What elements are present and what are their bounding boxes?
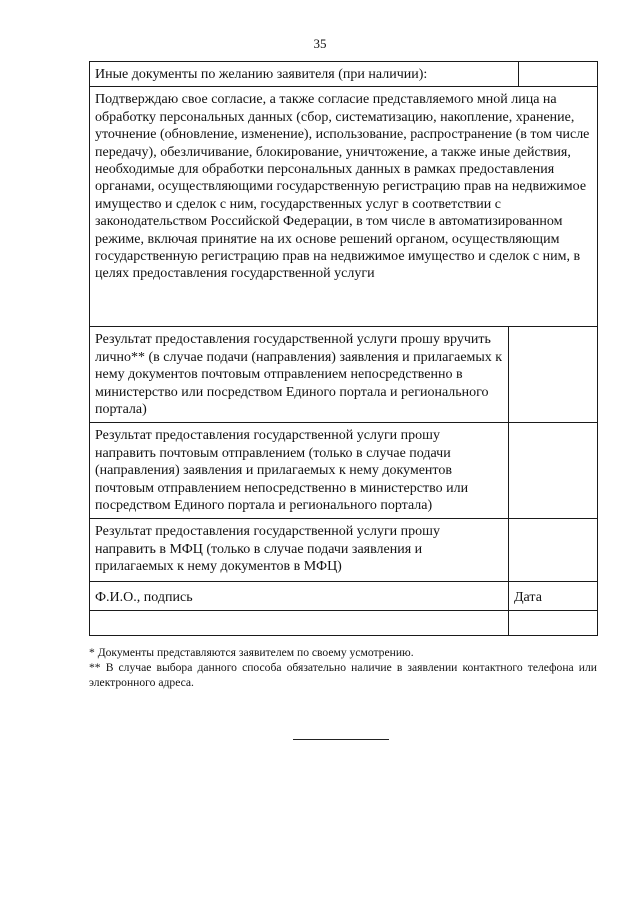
option-personal-text: Результат предоставления государственной услуги прошу вручить лично** (в случае подачи (направления) заявления и прилагаемых к нему документов почтовым отправлением непосредственно в министерство или посредством Единого портала и регионального портала) <box>90 327 509 423</box>
option-mfc-text: Результат предоставления государственной услуги прошу направить в МФЦ (только в случае подачи заявления и прилагаемых к нему документов в МФЦ) <box>90 519 509 582</box>
end-divider-line <box>293 739 389 740</box>
option-personal-row <box>90 327 598 423</box>
option-mail-row <box>90 423 598 519</box>
other-documents-label: Иные документы по желанию заявителя (при наличии): <box>90 62 519 87</box>
signature-field[interactable] <box>90 611 509 636</box>
date-field[interactable] <box>509 611 598 636</box>
option-mail-checkbox[interactable] <box>509 423 598 519</box>
option-mfc-row <box>90 519 598 582</box>
footnote-2: ** В случае выбора данного способа обязательно наличие в заявлении контактного телефона или электронного адреса. <box>89 661 597 689</box>
signature-label: Ф.И.О., подпись <box>90 582 509 611</box>
application-form-table <box>89 61 598 636</box>
footnotes <box>89 645 597 690</box>
page-number: 35 <box>313 36 327 51</box>
other-documents-field[interactable] <box>519 62 598 87</box>
consent-text: Подтверждаю свое согласие, а также согласие представляемого мной лица на обработку персональных данных (сбор, систематизацию, накопление, хранение, уточнение (обновление, изменение), использование, распространение (в том числе передачу), обезличивание, блокирование, уничтожение, а также иные действия, необходимые для обработки персональных данных в рамках предоставления органами, осуществляющими государственную регистрацию прав на недвижимое имущество и сделок с ним, государственных услуг в соответствии с законодательством Российской Федерации, в том числе в автоматизированном режиме, включая принятие на их основе решений органом, осуществляющим государственную регистрацию прав на недвижимое имущество и сделок с ним, в целях предоставления государственной услуги <box>90 87 598 327</box>
option-mail-text: Результат предоставления государственной услуги прошу направить почтовым отправлением (только в случае подачи (направления) заявления и прилагаемых к нему документов почтовым отправлением непосредственно в министерство или посредством Единого портала и регионального портала) <box>90 423 509 519</box>
footnote-1: * Документы представляются заявителем по своему усмотрению. <box>89 646 414 659</box>
date-label: Дата <box>509 582 598 611</box>
signature-header-row <box>90 582 598 611</box>
other-documents-row <box>90 62 598 87</box>
option-personal-checkbox[interactable] <box>509 327 598 423</box>
signature-input-row <box>90 611 598 636</box>
consent-row <box>90 87 598 327</box>
option-mfc-checkbox[interactable] <box>509 519 598 582</box>
